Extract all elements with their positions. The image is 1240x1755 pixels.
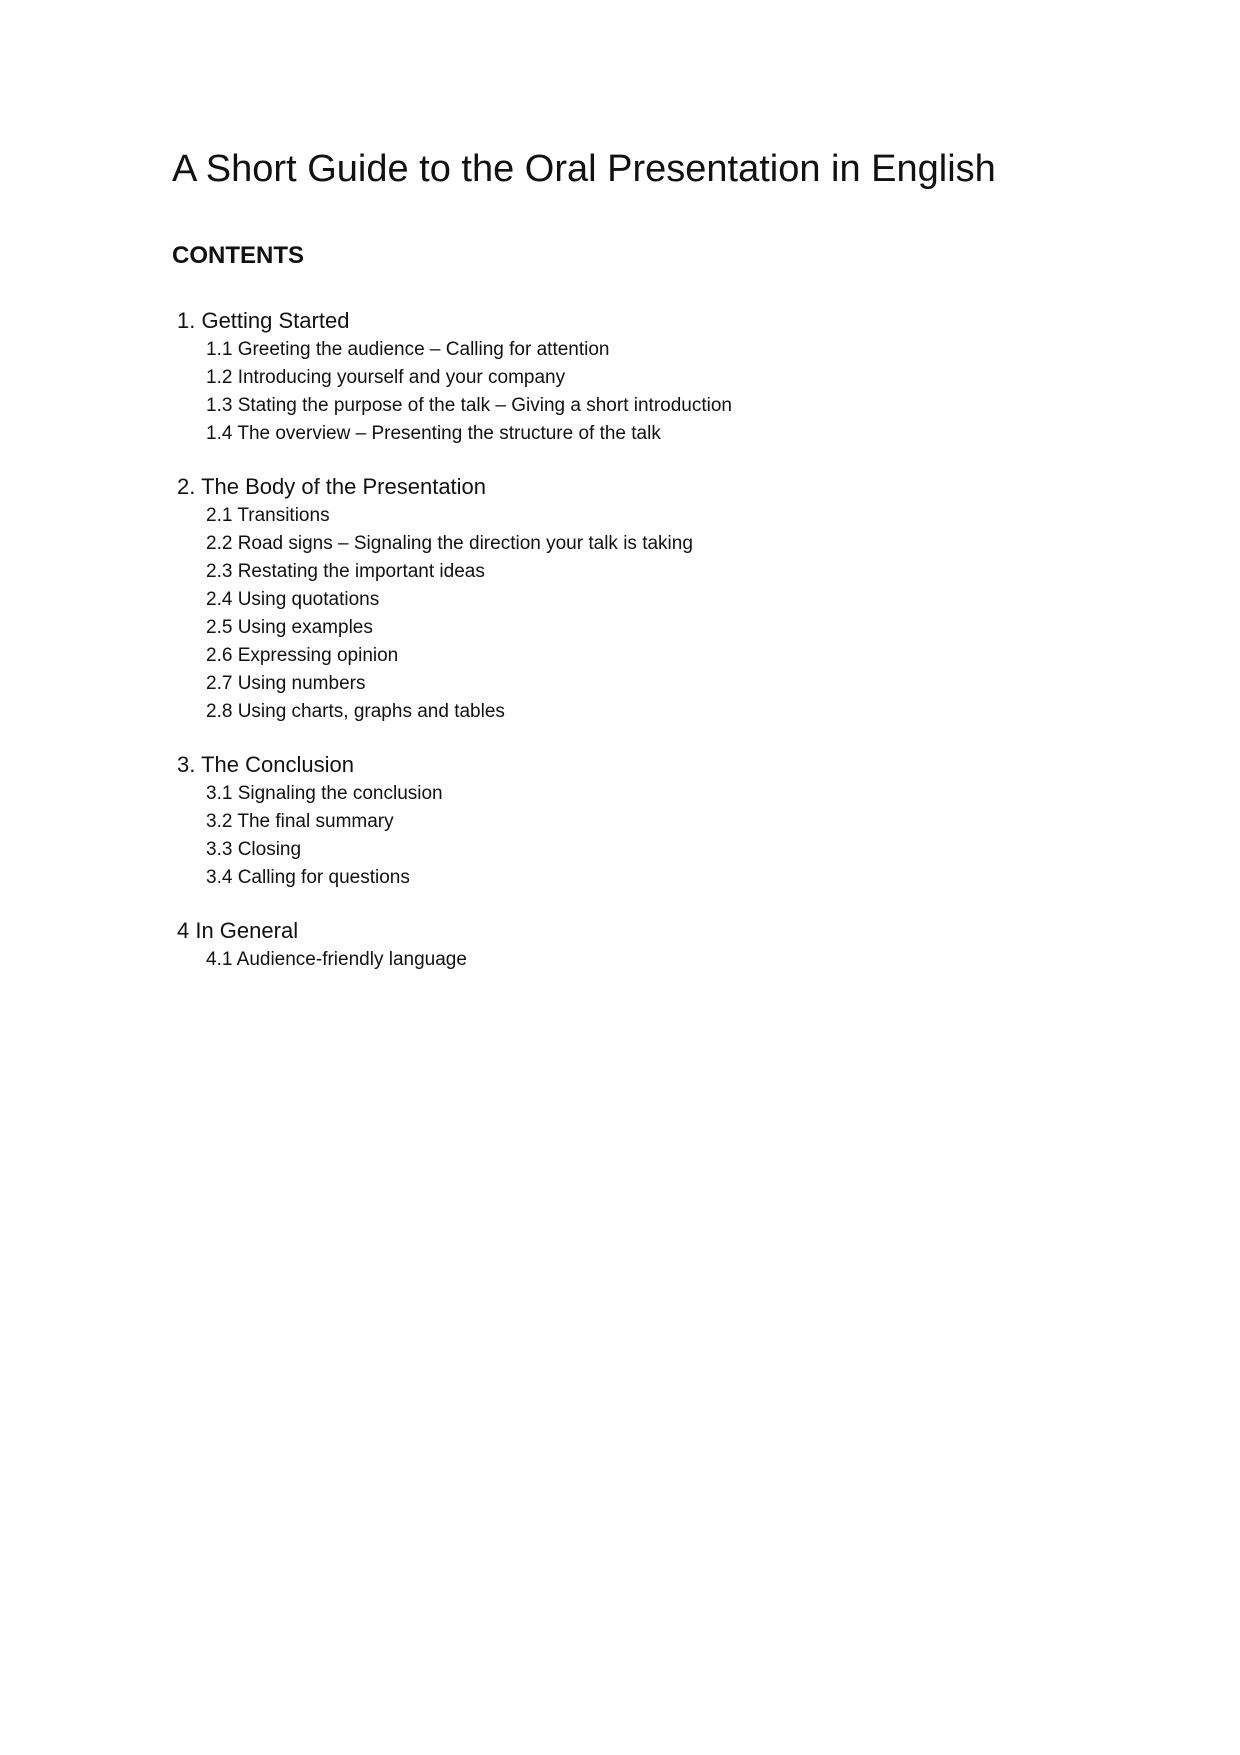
toc-subsection-item: 1.4 The overview – Presenting the structure of the talk [206, 423, 661, 444]
toc-subsection-item: 1.2 Introducing yourself and your company [206, 367, 566, 388]
toc-subsection-item: 3.4 Calling for questions [206, 867, 410, 888]
toc-subsection-item: 2.4 Using quotations [206, 589, 380, 610]
toc-subsection-item: 2.2 Road signs – Signaling the direction your talk is taking [206, 533, 693, 554]
contents-heading: CONTENTS [172, 242, 304, 269]
toc-section [177, 306, 1077, 448]
toc-subsection-list [177, 946, 1077, 974]
toc-section-title: 2. The Body of the Presentation [177, 474, 487, 499]
toc-subsection-item: 1.3 Stating the purpose of the talk – Giving a short introduction [206, 395, 732, 416]
toc-subsection-item: 2.5 Using examples [206, 617, 373, 638]
toc-section-title: 1. Getting Started [177, 308, 350, 333]
toc-subsection-item: 1.1 Greeting the audience – Calling for attention [206, 339, 610, 360]
document-title: A Short Guide to the Oral Presentation in English [172, 148, 996, 190]
toc-subsection-item: 3.1 Signaling the conclusion [206, 783, 443, 804]
toc-subsection-list [177, 336, 1077, 448]
toc-subsection-list [177, 780, 1077, 892]
toc-subsection-item: 2.8 Using charts, graphs and tables [206, 701, 505, 722]
toc-subsection-item: 2.3 Restating the important ideas [206, 561, 485, 582]
toc-section [177, 916, 1077, 974]
toc-section [177, 472, 1077, 726]
table-of-contents [177, 306, 1077, 998]
toc-section [177, 750, 1077, 892]
toc-section-title: 3. The Conclusion [177, 752, 354, 777]
toc-subsection-item: 2.6 Expressing opinion [206, 645, 399, 666]
toc-subsection-item: 2.7 Using numbers [206, 673, 366, 694]
toc-subsection-item: 2.1 Transitions [206, 505, 330, 526]
toc-subsection-list [177, 502, 1077, 726]
toc-section-title: 4 In General [177, 918, 299, 943]
toc-subsection-item: 3.2 The final summary [206, 811, 394, 832]
toc-subsection-item: 3.3 Closing [206, 839, 302, 860]
toc-subsection-item: 4.1 Audience-friendly language [206, 949, 467, 970]
